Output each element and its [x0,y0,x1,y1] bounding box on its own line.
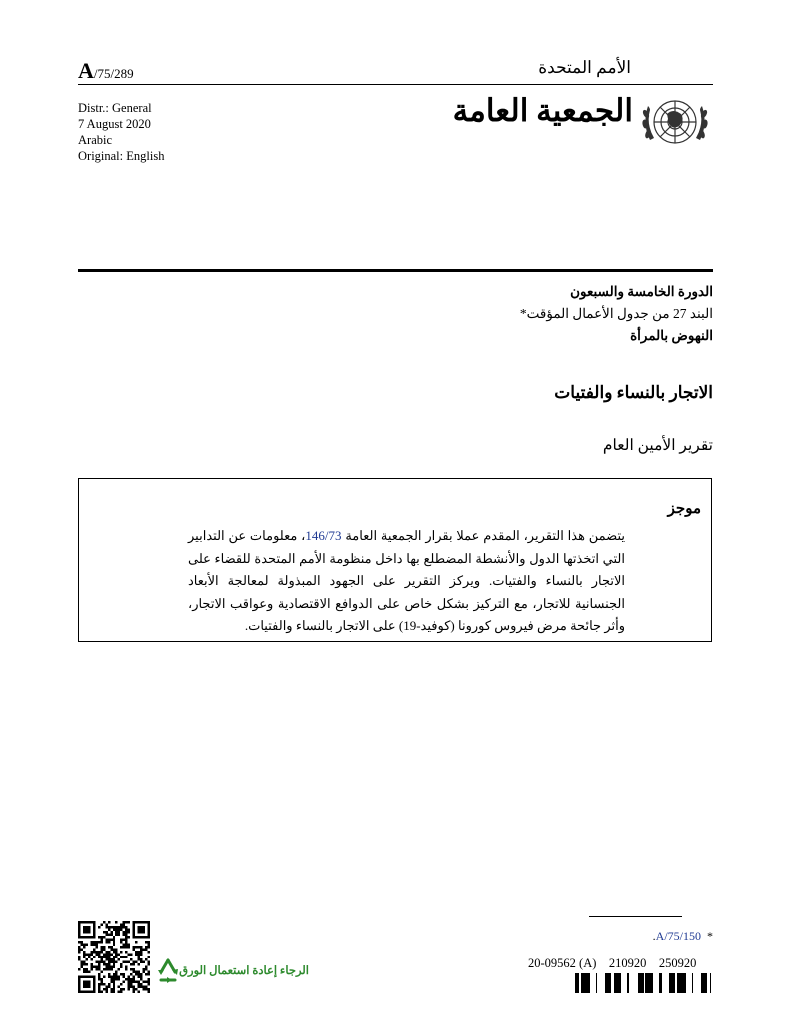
language-line: Arabic [78,133,113,147]
summary-paragraph [188,525,625,638]
agenda-item-label: البند 27 من جدول الأعمال المؤقت* [519,306,713,321]
organization-name: الأمم المتحدة [538,58,631,77]
footnote-end: . [652,929,656,943]
agenda-subject: النهوض بالمرأة [630,328,713,343]
footnote-rule [589,916,682,917]
barcode-icon [575,973,713,993]
section-rule [78,269,713,272]
distribution-block [78,100,164,164]
summary-text-end: ، معلومات عن التدابير التي اتخذتها الدول والأنشطة المضطلع بها داخل منظومة الأمم المتحدة للقضاء على الاتجار بالنساء والفتيات. ويركز التقرير على الجهود المبذولة لمعالجة الأبعاد الجنسانية للاتجار، مع التركيز بشكل خاص على الدوافع الاقتصادية وعواقب الاتجار، وأثر جائحة مرض فيروس كورونا (كوفيد-19) على الاتجار بالنساء والفتيات. [188,528,625,633]
document-subtitle: تقرير الأمين العام [602,437,713,454]
un-emblem-icon [636,92,714,156]
job-number: 20-09562 (A) 210920 250920 [528,956,697,970]
document-symbol [78,58,134,84]
document-title: الاتجار بالنساء والفتيات [554,383,713,402]
original-line: Original: English [78,149,165,163]
summary-heading: موجز [667,501,701,517]
footnote [653,929,713,944]
recycle-text: الرجاء إعادة استعمال الورق [179,965,309,977]
summary-text-start: يتضمن هذا التقرير، المقدم عملا بقرار الجمعية العامة [341,528,625,543]
general-assembly-title: الجمعية العامة [452,93,633,128]
qr-code-icon [78,921,150,993]
resolution-link[interactable]: 146/73 [305,528,342,543]
symbol-rest: /75/289 [93,66,134,81]
header-rule [78,84,713,85]
session-label: الدورة الخامسة والسبعون [570,284,713,299]
date-line: 7 August 2020 [78,117,151,131]
footnote-marker: * [707,929,713,943]
distr-line: Distr.: General [78,101,152,115]
symbol-prefix: A [78,58,94,83]
footnote-link[interactable]: A/75/150 [655,929,701,943]
